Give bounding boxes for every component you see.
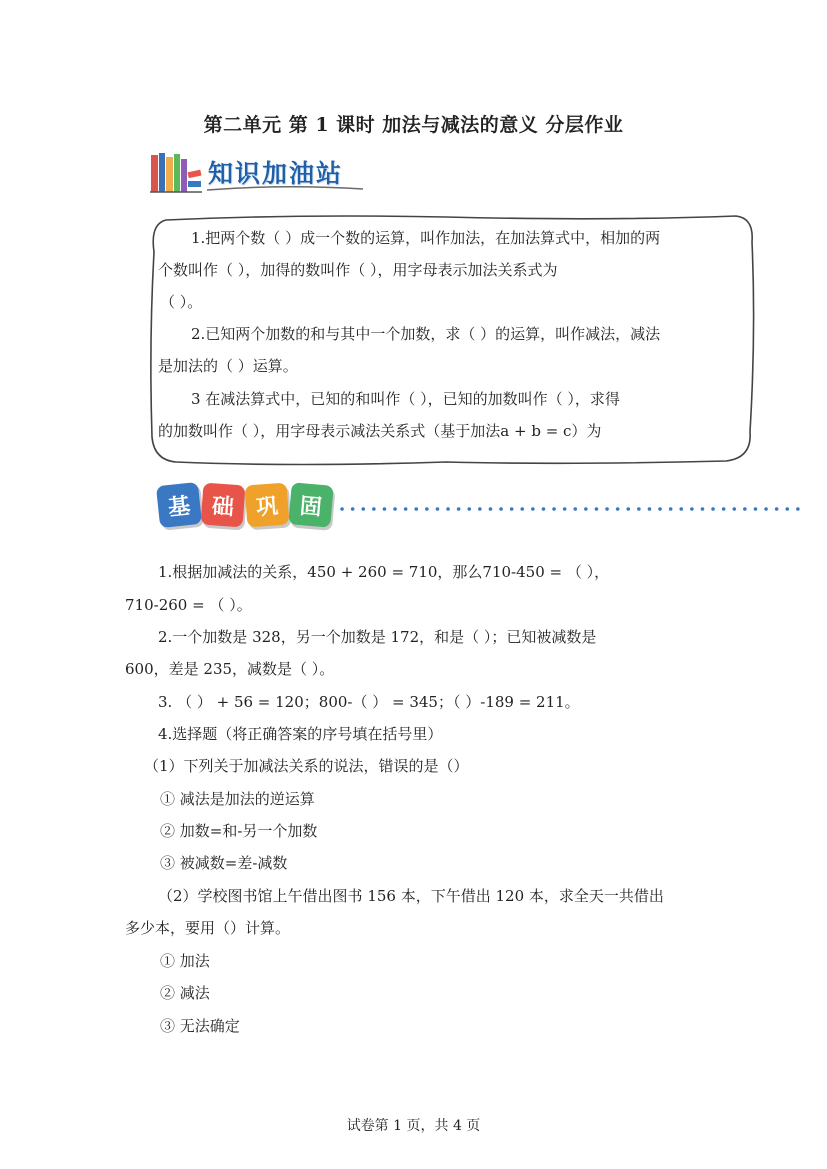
option-line-4: ① 加法 [160,952,210,970]
knowledge-heading: 知识加油站 [208,159,344,188]
dotted-divider [340,505,810,513]
knowledge-line-5: 是加法的（ ）运算。 [158,357,298,375]
question-line-1: 1.根据加减法的关系，450 + 260 = 710，那么710-450 = （ ）， [158,563,610,581]
option-line-5: ② 减法 [160,984,210,1002]
knowledge-line-6: 3 在减法算式中，已知的和叫作（ ），已知的加数叫作（ ），求得 [191,390,620,408]
page-title: 第二单元 第 1 课时 加法与减法的意义 分层作业 [203,114,624,136]
option-line-1: ① 减法是加法的逆运算 [160,790,315,808]
question-line-2: 710-260 = （ ）。 [125,596,252,614]
question-line-5: 3. （ ） + 56 = 120；800-（ ） = 345；（ ）-189 = 211。 [158,693,580,711]
heading-underline [205,184,365,194]
question-line-3: 2.一个加数是 328，另一个加数是 172，和是（ ）；已知被减数是 [158,628,597,646]
knowledge-line-3: （ ）。 [160,293,203,311]
practice-banner [158,484,348,536]
question-line-9: 多少本，要用（）计算。 [125,919,291,937]
question-line-4: 600，差是 235，减数是（ ）。 [125,660,335,678]
practice-tile-4: 固 [288,482,334,528]
knowledge-line-1: 1.把两个数（ ）成一个数的运算，叫作加法，在加法算式中，相加的两 [191,229,661,247]
option-line-6: ③ 无法确定 [160,1017,240,1035]
option-line-3: ③ 被减数=差-减数 [160,854,288,872]
practice-tile-3: 巩 [245,483,290,528]
practice-tile-2: 础 [201,483,246,528]
question-line-8: （2）学校图书馆上午借出图书 156 本，下午借出 120 本，求全天一共借出 [158,887,664,905]
question-line-7: （1）下列关于加减法关系的说法，错误的是（） [144,757,469,775]
question-line-6: 4.选择题（将正确答案的序号填在括号里） [158,725,443,743]
books-icon [150,151,202,193]
knowledge-line-4: 2.已知两个加数的和与其中一个加数，求（ ）的运算，叫作减法，减法 [191,325,661,343]
practice-tile-1: 基 [156,482,202,528]
knowledge-line-7: 的加数叫作（ ），用字母表示减法关系式（基于加法a + b = c）为 [158,422,602,440]
knowledge-line-2: 个数叫作（ ），加得的数叫作（ ），用字母表示加法关系式为 [158,261,558,279]
page-footer: 试卷第 1 页，共 4 页 [346,1118,481,1134]
option-line-2: ② 加数=和-另一个加数 [160,822,318,840]
